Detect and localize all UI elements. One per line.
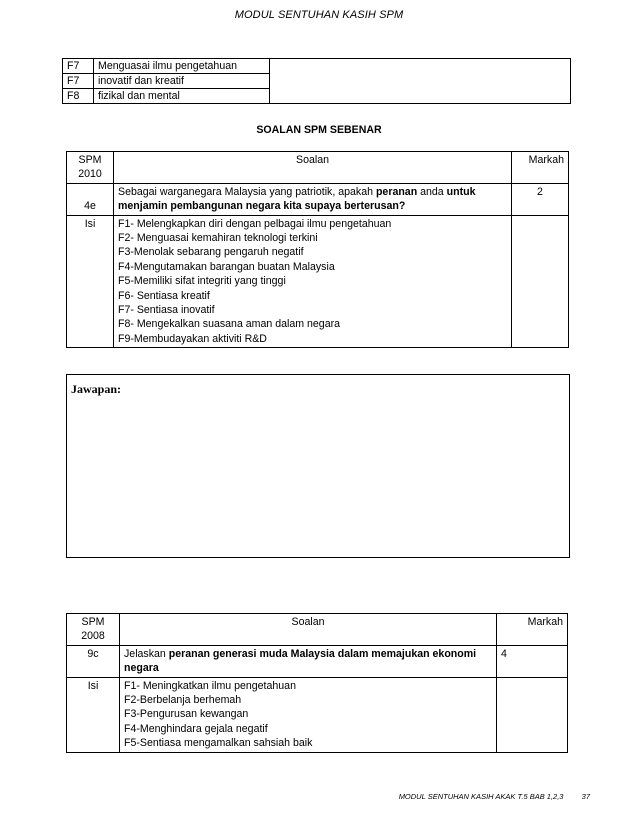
table-row [67,183,569,215]
list-item: F9-Membudayakan aktiviti R&D [118,332,267,345]
list-item: F7- Sentiasa inovatif [118,304,215,317]
page-footer [350,792,590,801]
table-row [67,677,568,752]
spm-year-header [67,614,120,646]
top-table [62,58,571,104]
row-text: fizikal dan mental [94,89,270,104]
row-text: inovatif dan kreatif [94,74,270,89]
table-row [67,645,568,677]
row-code: F8 [63,89,94,104]
question-number: 4e [67,183,114,215]
question-table-2008 [66,613,568,753]
empty-cell [497,677,568,752]
table-header-row [67,614,568,646]
question-table-2010 [66,151,569,348]
list-item: F2-Berbelanja berhemah [124,694,242,707]
answer-label: Jawapan: [71,382,122,396]
year-label: 2010 [78,168,102,181]
question-text-part: Sebagai warganegara Malaysia yang patriotik, apakah [118,185,376,198]
page-header: MODUL SENTUHAN KASIH SPM [234,9,404,21]
isi-label: Isi [67,677,120,752]
question-text [120,645,497,677]
page-number: 37 [581,792,590,801]
list-item: F3-Pengurusan kewangan [124,708,249,721]
list-item: F5-Sentiasa mengamalkan sahsiah baik [124,737,313,750]
question-text-bold: menjamin pembangunan negara kita supaya berterusan? [118,200,406,213]
question-text-bold: negara [124,662,159,675]
answer-points [114,215,512,348]
list-item: F5-Memiliki sifat integriti yang tinggi [118,275,286,288]
spm-year-header [67,152,114,184]
row-code: F7 [63,59,94,74]
list-item: F8- Mengekalkan suasana aman dalam negara [118,318,341,331]
markah-header: Markah [497,614,568,646]
question-text-part: anda [417,185,447,198]
footer-text: MODUL SENTUHAN KASIH AKAK T.5 BAB 1,2,3 [398,792,564,801]
answer-points [120,677,497,752]
soalan-header: Soalan [120,614,497,646]
table-row [63,59,571,74]
list-item: F1- Meningkatkan ilmu pengetahuan [124,679,296,692]
row-text: Menguasai ilmu pengetahuan [94,59,270,74]
empty-cell [270,59,571,104]
question-text-part: Jelaskan [124,647,169,660]
list-item: F2- Menguasai kemahiran teknologi terkini [118,232,318,245]
question-text-bold: peranan generasi muda Malaysia dalam memajukan ekonomi [168,647,477,660]
spm-label: SPM [78,154,102,166]
soalan-header: Soalan [114,152,512,184]
markah-header: Markah [512,152,569,184]
list-item: F3-Menolak sebarang pengaruh negatif [118,246,304,259]
marks-value: 4 [497,645,568,677]
question-text [114,183,512,215]
empty-cell [512,215,569,348]
list-item: F6- Sentiasa kreatif [118,289,210,302]
question-text-bold: untuk [446,185,476,198]
year-label: 2008 [81,630,105,643]
list-item: F4-Menghindara gejala negatif [124,722,268,735]
table-row [67,215,569,348]
row-code: F7 [63,74,94,89]
question-text-bold: peranan [375,185,418,198]
list-item: F1- Melengkapkan diri dengan pelbagai ilmu pengetahuan [118,217,392,230]
spm-label: SPM [81,616,105,628]
marks-value: 2 [512,183,569,215]
answer-box[interactable] [66,374,570,558]
isi-label: Isi [67,215,114,348]
section-title: SOALAN SPM SEBENAR [256,124,382,136]
list-item: F4-Mengutamakan barangan buatan Malaysia [118,260,335,273]
table-header-row [67,152,569,184]
question-number: 9c [67,645,120,677]
